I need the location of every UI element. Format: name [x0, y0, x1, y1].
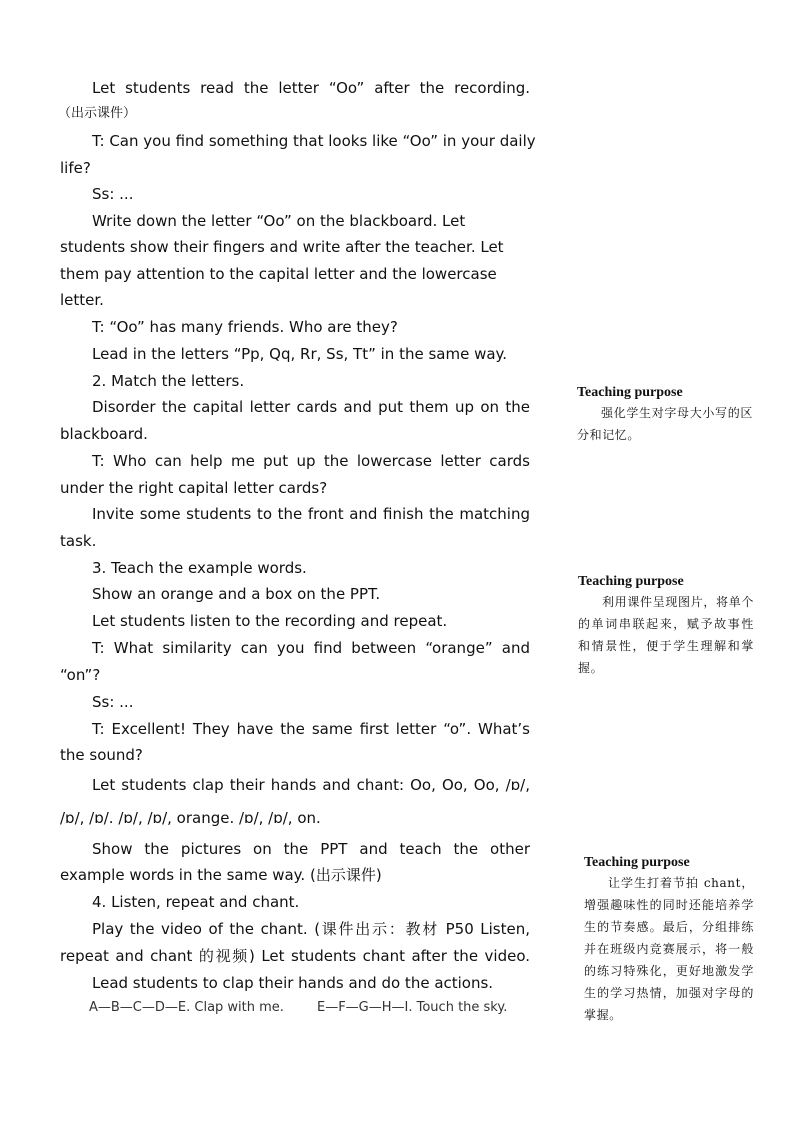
paragraph-line: Let students listen to the recording and repeat.	[92, 612, 448, 630]
note-title: Teaching purpose	[578, 574, 684, 589]
teaching-purpose-note	[577, 384, 753, 446]
paragraph-line: repeat and chant 的视频) Let students chant after the video.	[60, 947, 530, 965]
paragraph-line: example words in the same way. (出示课件)	[60, 866, 382, 884]
paragraph-line: Show the pictures on the PPT and teach the other	[92, 840, 530, 858]
note-body: 强化学生对字母大小写的区分和记忆。	[577, 406, 753, 442]
paragraph-line: Ss: ...	[92, 185, 134, 203]
paragraph-line: T: What similarity can you find between “orange” and	[92, 639, 530, 657]
note-body: 让学生打着节拍 chant，增强趣味性的同时还能培养学生的节奏感。最后，分组排练并在班级内竞赛展示，将一般的练习特殊化，更好地激发学生的学习热情，加强对字母的掌握。	[584, 876, 754, 1022]
paragraph-line: Write down the letter “Oo” on the blackboard. Let	[92, 212, 466, 230]
section-heading: 2. Match the letters.	[92, 372, 245, 390]
paragraph-line: Let students clap their hands and chant: Oo, Oo, Oo, /ɒ/,	[92, 776, 530, 794]
paragraph-line: task.	[60, 532, 97, 550]
paragraph-line: T: Excellent! They have the same first letter “o”. What’s	[92, 720, 530, 738]
section-heading: 4. Listen, repeat and chant.	[92, 893, 300, 911]
teaching-purpose-note	[578, 573, 754, 679]
note-body: 利用课件呈现图片，将单个的单词串联起来，赋予故事性和情景性，便于学生理解和掌握。	[578, 595, 754, 675]
paragraph-line: （出示课件）	[58, 106, 137, 121]
paragraph-line: T: Can you find something that looks like “Oo” in your daily	[92, 132, 536, 150]
section-heading: 3. Teach the example words.	[92, 559, 307, 577]
paragraph-line: Disorder the capital letter cards and put them up on the	[92, 398, 530, 416]
note-title: Teaching purpose	[584, 855, 690, 870]
paragraph-line: under the right capital letter cards?	[60, 479, 328, 497]
teaching-purpose-note	[584, 854, 754, 1026]
paragraph-line: Ss: ...	[92, 693, 134, 711]
paragraph-line: /ɒ/, /ɒ/. /ɒ/, /ɒ/, orange. /ɒ/, /ɒ/, on.	[60, 809, 321, 827]
paragraph-line: Lead students to clap their hands and do the actions.	[92, 974, 494, 992]
paragraph-line: Invite some students to the front and finish the matching	[92, 505, 530, 523]
paragraph-line: “on”?	[60, 666, 101, 684]
note-title: Teaching purpose	[577, 385, 683, 400]
paragraph-line: letter.	[60, 291, 104, 309]
chant-line: A—B—C—D—E. Clap with me. E—F—G—H—I. Touch the sky.	[89, 1000, 508, 1015]
paragraph-line: students show their fingers and write after the teacher. Let	[60, 238, 504, 256]
paragraph-line: blackboard.	[60, 425, 148, 443]
paragraph-line: the sound?	[60, 746, 143, 764]
paragraph-line: Let students read the letter “Oo” after the recording.	[92, 79, 530, 97]
paragraph-line: T: Who can help me put up the lowercase letter cards	[92, 452, 530, 470]
paragraph-line: life?	[60, 159, 91, 177]
paragraph-line: T: “Oo” has many friends. Who are they?	[92, 318, 398, 336]
paragraph-line: Play the video of the chant. (课件出示：教材 P50 Listen,	[92, 920, 530, 938]
paragraph-line: them pay attention to the capital letter and the lowercase	[60, 265, 497, 283]
paragraph-line: Show an orange and a box on the PPT.	[92, 585, 381, 603]
paragraph-line: Lead in the letters “Pp, Qq, Rr, Ss, Tt” in the same way.	[92, 345, 508, 363]
